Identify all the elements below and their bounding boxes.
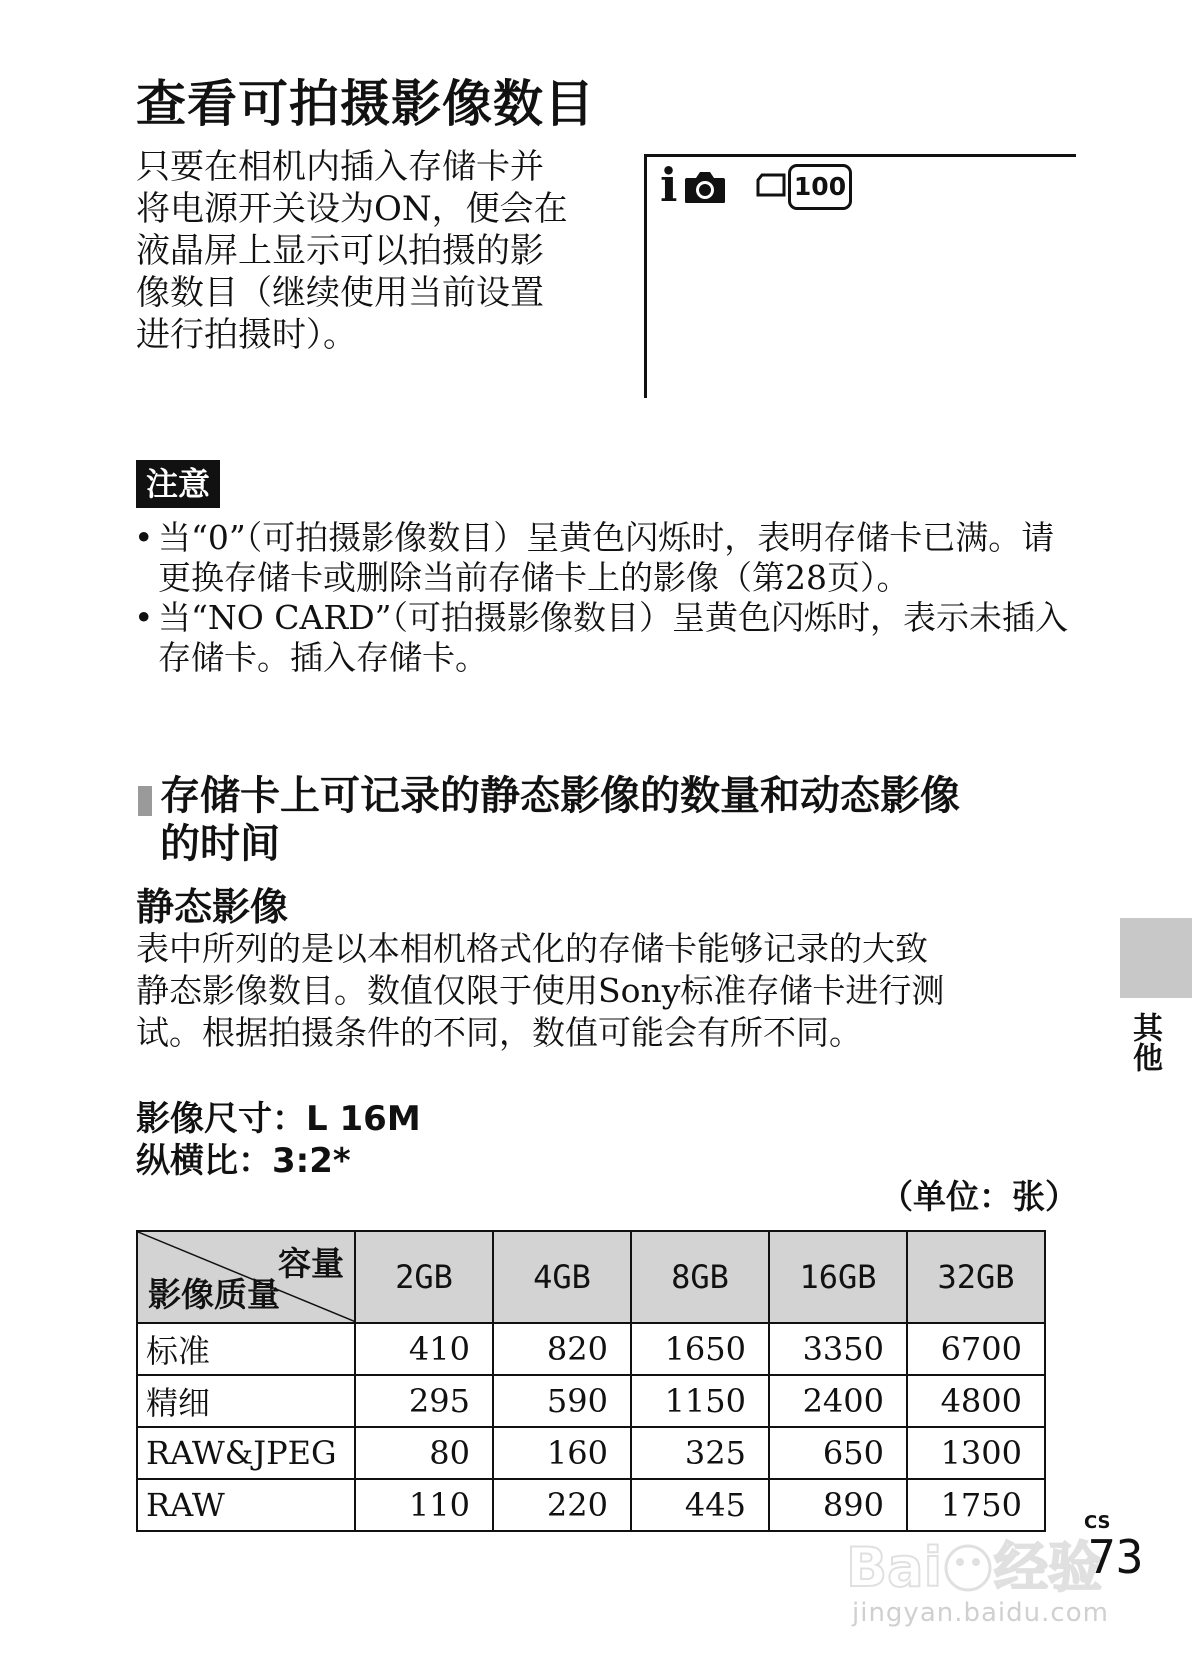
value-cell: 1300 [907,1427,1045,1479]
value-cell: 590 [493,1375,631,1427]
intro-text [136,146,606,356]
table-row [137,1479,1045,1531]
quality-header: 影像质量 [148,1275,280,1314]
intro-line: 像数目（继续使用当前设置 [136,273,544,313]
quality-cell: RAW [137,1479,355,1531]
column-header: 32GB [907,1231,1045,1323]
baidu-watermark-logo [846,1532,1106,1652]
value-cell: 1750 [907,1479,1045,1531]
page-number: 73 [1088,1530,1144,1584]
value-cell: 295 [355,1375,493,1427]
shots-remaining-badge: 100 [788,164,852,210]
table-corner-header [137,1231,355,1323]
value-cell: 325 [631,1427,769,1479]
value-cell: 445 [631,1479,769,1531]
quality-cell: 标准 [137,1323,355,1375]
note-label: 注意 [136,460,220,508]
column-header: 16GB [769,1231,907,1323]
capacity-table [136,1230,1046,1532]
aspect-ratio-label: 纵横比：3:2* [136,1141,351,1181]
table-header-row [137,1231,1045,1323]
value-cell: 2400 [769,1375,907,1427]
column-header: 2GB [355,1231,493,1323]
table-row [137,1427,1045,1479]
section-title [160,772,1060,868]
value-cell: 820 [493,1323,631,1375]
still-images-paragraph [136,928,1096,1054]
column-header: 4GB [493,1231,631,1323]
paragraph-line: 静态影像数目。数值仅限于使用Sony标准存储卡进行测 [136,971,945,1010]
quality-cell: 精细 [137,1375,355,1427]
notes-list [134,518,1084,678]
intro-line: 进行拍摄时）。 [136,315,357,355]
quality-cell: RAW&JPEG [137,1427,355,1479]
section-marker [138,786,152,816]
paragraph-line: 试。根据拍摄条件的不同，数值可能会有所不同。 [136,1013,862,1052]
intro-line: 液晶屏上显示可以拍摄的影 [136,231,544,271]
value-cell: 80 [355,1427,493,1479]
capacity-header: 容量 [278,1244,344,1283]
value-cell: 890 [769,1479,907,1531]
value-cell: 220 [493,1479,631,1531]
column-header: 8GB [631,1231,769,1323]
watermark-url: jingyan.baidu.com [852,1598,1109,1628]
value-cell: 4800 [907,1375,1045,1427]
value-cell: 110 [355,1479,493,1531]
still-images-subtitle: 静态影像 [136,885,289,929]
table-row [137,1375,1045,1427]
mode-letter: i [660,158,678,212]
image-size-label: 影像尺寸：L 16M [136,1099,421,1139]
value-cell: 6700 [907,1323,1045,1375]
unit-label: （单位：张） [880,1177,1078,1216]
svg-text:Bai: Bai [846,1536,943,1599]
svg-text:经验: 经验 [994,1536,1102,1599]
lcd-frame-top [644,154,1076,157]
section-title-line: 存储卡上可记录的静态影像的数量和动态影像 [160,773,960,819]
section-title-line: 的时间 [160,821,280,867]
side-tab [1120,918,1192,998]
intro-line: 将电源开关设为ON，便会在 [136,189,568,229]
value-cell: 1150 [631,1375,769,1427]
paragraph-line: 表中所列的是以本相机格式化的存储卡能够记录的大致 [136,929,928,968]
value-cell: 3350 [769,1323,907,1375]
table-row [137,1323,1045,1375]
value-cell: 1650 [631,1323,769,1375]
note-item: • 当“0”（可拍摄影像数目）呈黄色闪烁时，表明存储卡已满。请更换存储卡或删除当前存储卡上的影像（第28页）。 [134,518,1084,598]
value-cell: 650 [769,1427,907,1479]
value-cell: 160 [493,1427,631,1479]
intro-line: 只要在相机内插入存储卡并 [136,147,544,187]
side-tab-label: 其他 [1127,1012,1162,1072]
language-code: CS [1084,1512,1111,1533]
page-title: 查看可拍摄影像数目 [136,75,595,133]
memory-card-icon [756,172,786,202]
camera-icon [684,170,726,208]
note-item: • 当“NO CARD”（可拍摄影像数目）呈黄色闪烁时，表示未插入存储卡。插入存储卡。 [134,598,1084,678]
value-cell: 410 [355,1323,493,1375]
lcd-frame-left [644,154,647,398]
